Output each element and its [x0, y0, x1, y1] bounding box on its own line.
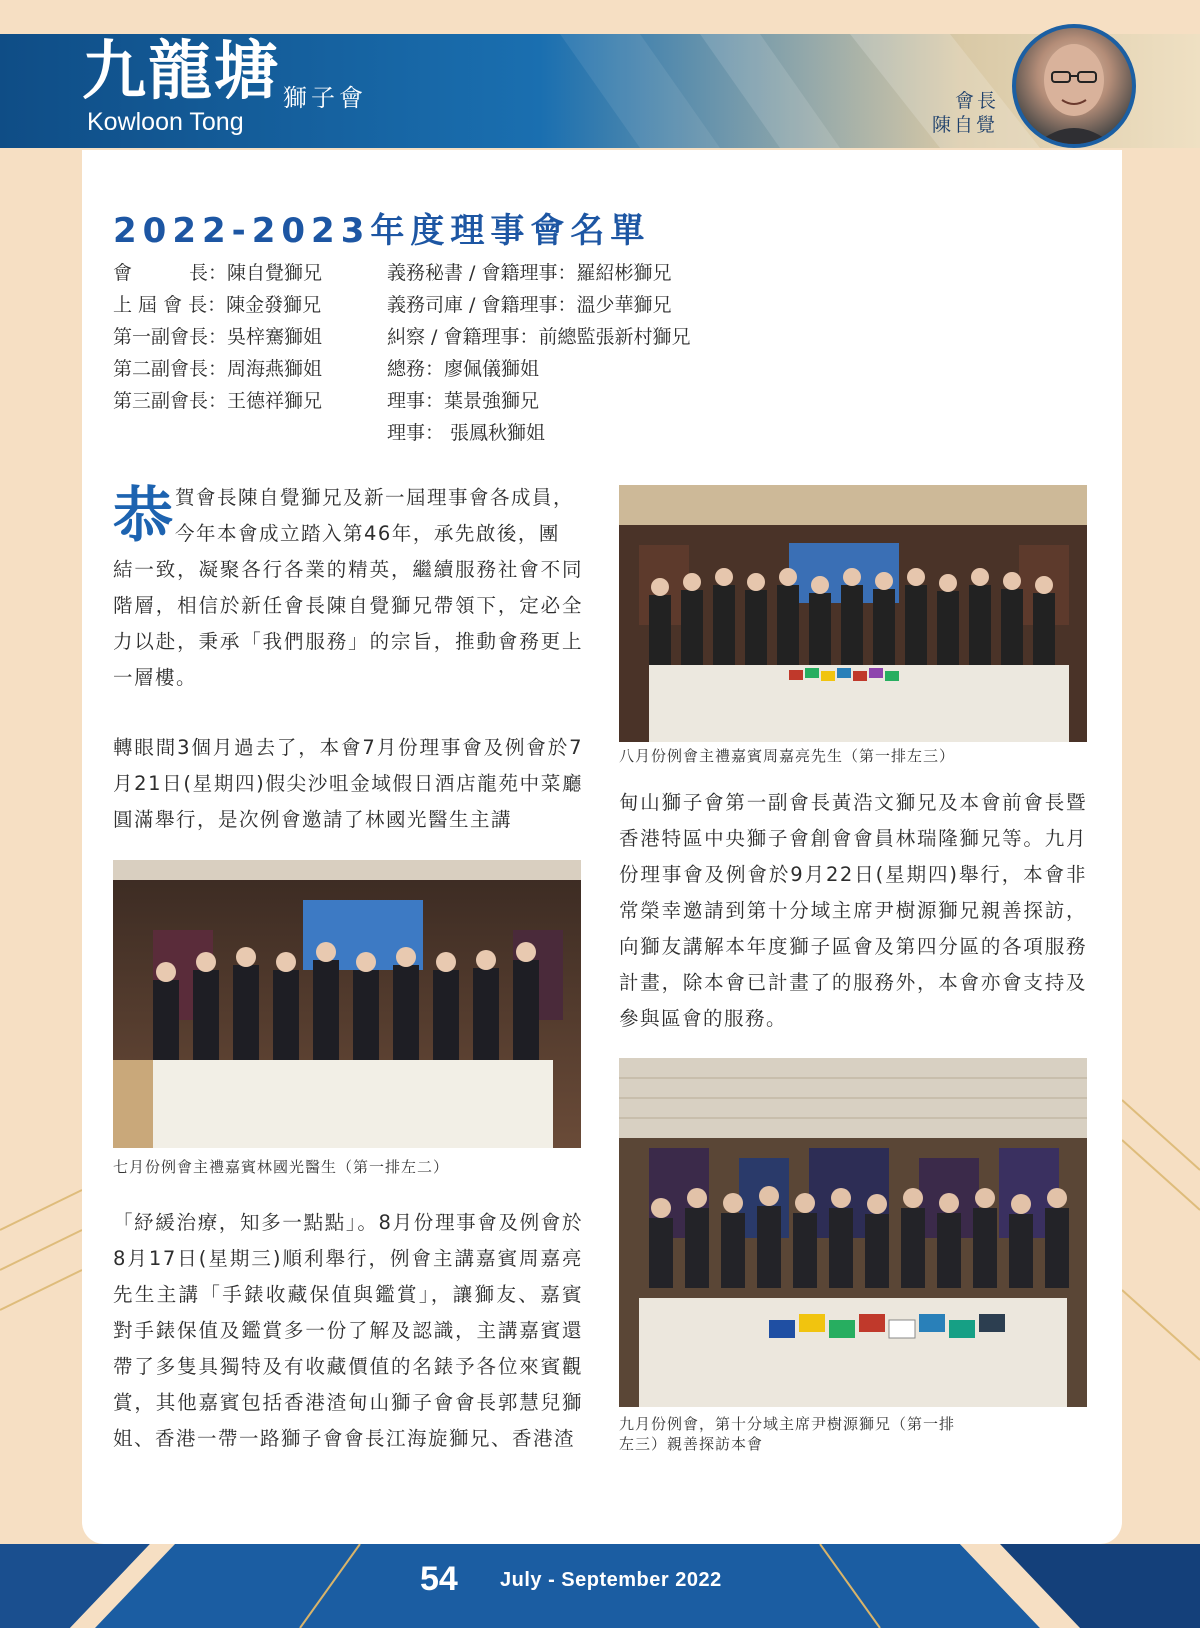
roster-left — [113, 257, 322, 417]
roster-right — [387, 257, 690, 449]
club-name-cn: 九龍塘 — [82, 35, 280, 109]
roster-entry: 第一副會長：吳梓騫獅姐 — [113, 326, 323, 348]
roster-entry: 總務：廖佩儀獅姐 — [387, 358, 540, 380]
roster-entry: 第三副會長：王德祥獅兄 — [113, 390, 323, 412]
president-name: 陳自覺 — [932, 114, 999, 136]
caption-august: 八月份例會主禮嘉賓周嘉亮先生（第一排左三） — [619, 747, 956, 765]
president-role: 會長 — [955, 90, 1000, 112]
paragraph-1: 結一致，凝聚各行各業的精英，繼續服務社會不同階層，相信於新任會長陳自覺獅兄帶領下，定必全力以赴，秉承「我們服務」的宗旨，推動會務更上一層樓。 — [113, 558, 583, 689]
paragraph-3: 「紓緩治療，知多一點點」。8月份理事會及例會於8月17日(星期三)順利舉行，例會主講嘉賓周嘉亮先生主講「手錶收藏保值與鑑賞」，讓獅友、嘉賓對手錶保值及鑑賞多一份了解及認識，主講嘉賓還帶了多隻具獨特及有收藏價值的名錶予各位來賓觀賞，其他嘉賓包括香港渣甸山獅子會會長郭慧兒獅姐、香港一帶一路獅子會會長江海旋獅兄、香港渣 — [113, 1211, 583, 1450]
page-number: 54 — [420, 1560, 458, 1598]
photo-july-illustration — [113, 860, 581, 1148]
roster-entry: 理事：葉景強獅兄 — [387, 390, 540, 412]
photo-july-meeting — [113, 860, 581, 1148]
section-heading: 2022-2023年度理事會名單 — [113, 211, 651, 251]
paragraph-1-line-1: 賀會長陳自覺獅兄及新一屆理事會各成員， — [175, 486, 575, 509]
paragraph-1-line-2: 今年本會成立踏入第46年，承先啟後，團 — [175, 522, 560, 545]
paragraph-4: 甸山獅子會第一副會長黃浩文獅兄及本會前會長暨香港特區中央獅子會創會會員林瑞隆獅兄等。九月份理事會及例會於9月22日(星期四)舉行，本會非常榮幸邀請到第十分域主席尹樹源獅兄親善探訪，向獅友講解本年度獅子區會及第四分區的各項服務計畫，除本會已計畫了的服務外，本會亦會支持及參與區會的服務。 — [619, 791, 1087, 1030]
caption-september-line-2: 左三）親善探訪本會 — [619, 1435, 764, 1453]
photo-september-illustration — [619, 1058, 1087, 1407]
portrait-illustration — [1016, 28, 1132, 144]
issue-date: July - September 2022 — [500, 1569, 722, 1591]
roster-entry: 第二副會長：周海燕獅姐 — [113, 358, 323, 380]
club-name-en: Kowloon Tong — [87, 108, 244, 136]
caption-july: 七月份例會主禮嘉賓林國光醫生（第一排左二） — [113, 1158, 450, 1176]
caption-september-line-1: 九月份例會，第十分域主席尹樹源獅兄（第一排 — [619, 1415, 956, 1433]
paragraph-2: 轉眼間3個月過去了，本會7月份理事會及例會於7月21日(星期四)假尖沙咀金域假日酒店龍苑中菜廳圓滿舉行，是次例會邀請了林國光醫生主講 — [113, 736, 583, 831]
photo-august-illustration — [619, 485, 1087, 742]
president-avatar — [1012, 24, 1136, 148]
roster-entry: 糾察 / 會籍理事：前總監張新村獅兄 — [387, 326, 691, 348]
roster-entry: 上 屆 會 長：陳金發獅兄 — [113, 294, 322, 316]
roster-entry: 理事： 張鳳秋獅姐 — [387, 422, 546, 444]
roster-entry: 會 長：陳自覺獅兄 — [113, 262, 323, 284]
roster-entry: 義務司庫 / 會籍理事：溫少華獅兄 — [387, 294, 672, 316]
roster-entry: 義務秘書 / 會籍理事：羅紹彬獅兄 — [387, 262, 672, 284]
dropcap: 恭 — [113, 481, 173, 551]
photo-september-meeting — [619, 1058, 1087, 1407]
photo-august-meeting — [619, 485, 1087, 742]
club-suffix-cn: 獅子會 — [283, 84, 367, 112]
